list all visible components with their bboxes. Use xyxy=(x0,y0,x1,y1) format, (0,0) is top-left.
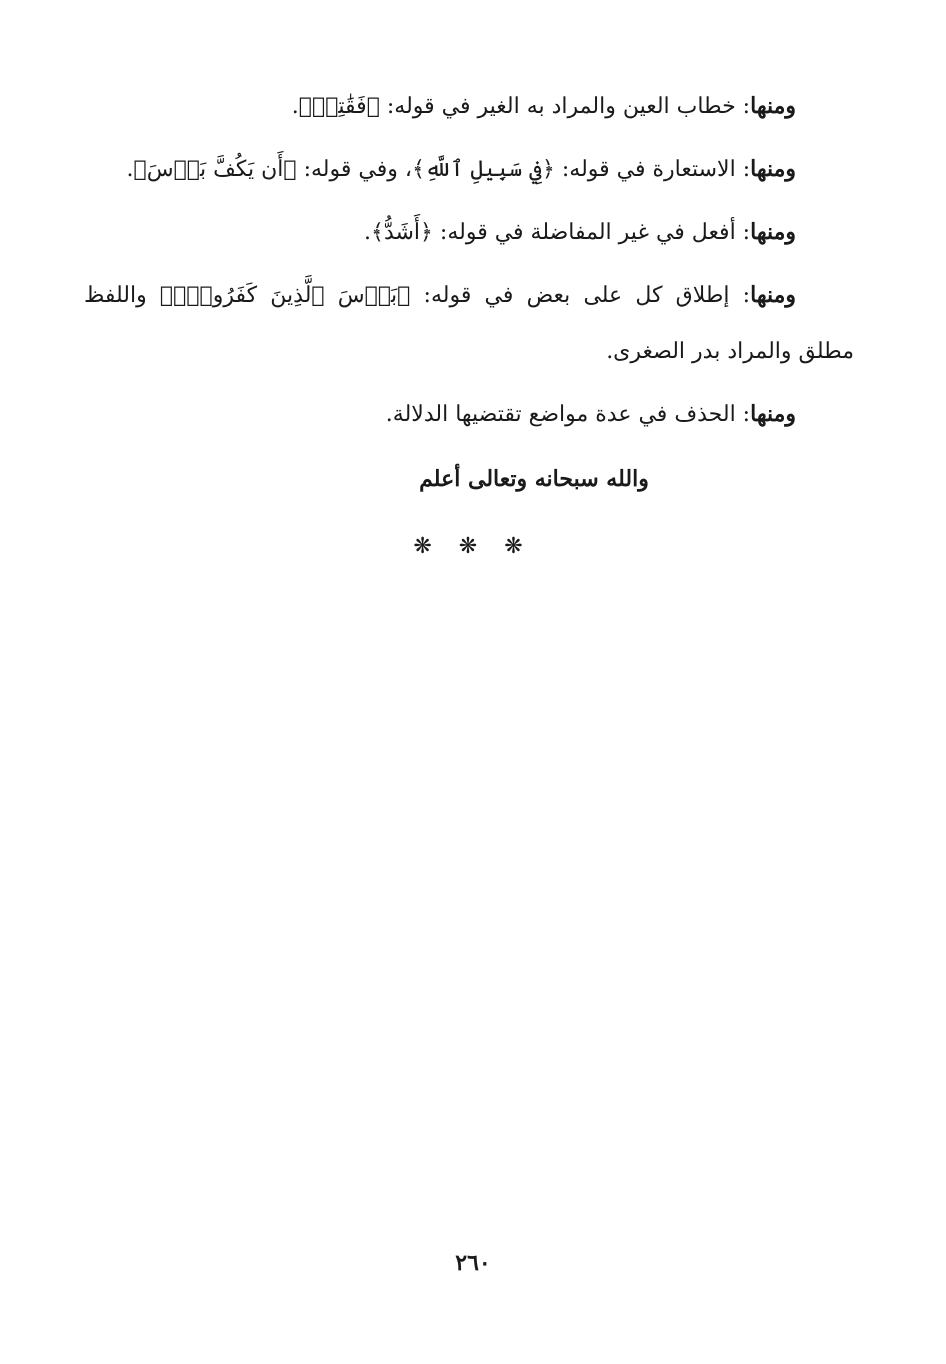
paragraph-text: : إطلاق كل على بعض في قوله: xyxy=(410,283,751,308)
quran-quote: ﴿فَقَٰتِلۡ﴾ xyxy=(298,94,380,119)
quran-quote: ﴿بَأۡسَ ٱلَّذِينَ كَفَرُواْۚ﴾ xyxy=(159,283,411,308)
paragraph-lead: ومنها xyxy=(750,282,796,308)
quran-quote-2: ﴿أَن يَكُفَّ بَأۡسَ﴾ xyxy=(133,157,297,182)
paragraph-lead: ومنها xyxy=(750,93,796,119)
page-number: ٢٦٠ xyxy=(455,1250,491,1276)
paragraph-5 xyxy=(84,386,854,443)
quran-quote: ﴿فِي سَبِيلِ ٱللَّهِ﴾ xyxy=(411,157,555,182)
paragraph-1 xyxy=(84,78,854,135)
paragraph-text: : خطاب العين والمراد به الغير في قوله: xyxy=(379,94,751,119)
paragraph-tail: . xyxy=(291,94,299,119)
paragraph-tail-2: . xyxy=(126,157,134,182)
paragraph-text: : الحذف في عدة مواضع تقتضيها الدلالة. xyxy=(385,402,751,427)
paragraph-tail: واللفظ مطلق والمراد بدر الصغرى. xyxy=(84,283,854,364)
paragraph-text: : الاستعارة في قوله: xyxy=(554,157,751,182)
paragraph-tail: ، وفي قوله: xyxy=(296,157,412,182)
paragraph-3 xyxy=(84,204,854,261)
page-body xyxy=(84,78,854,507)
paragraph-tail: . xyxy=(364,220,372,245)
closing-line: والله سبحانه وتعالى أعلم xyxy=(419,466,649,492)
paragraph-text: : أفعل في غير المفاضلة في قوله: xyxy=(432,220,751,245)
paragraph-2 xyxy=(84,141,854,198)
quran-quote: ﴿أَشَدُّ﴾ xyxy=(371,220,433,245)
section-separator: ❋ ❋ ❋ xyxy=(413,534,533,559)
paragraph-lead: ومنها xyxy=(750,219,796,245)
paragraph-lead: ومنها xyxy=(750,401,796,427)
paragraph-lead: ومنها xyxy=(750,156,796,182)
paragraph-4 xyxy=(84,267,854,380)
